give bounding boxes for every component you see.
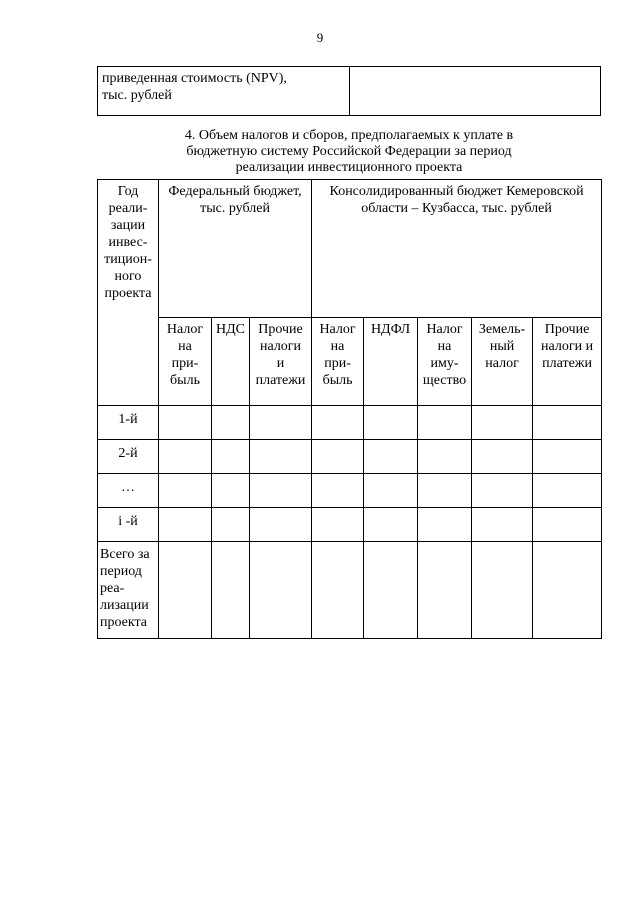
table-cell (312, 508, 364, 542)
table-cell (533, 542, 602, 639)
subheader-line: НДФЛ (370, 322, 411, 337)
table-cell (418, 406, 472, 440)
table-cell (533, 474, 602, 508)
year-header-line: Год (117, 184, 139, 199)
subheader-line: и (276, 356, 285, 371)
year-header-cell (98, 180, 159, 406)
subheader-line: платежи (542, 356, 592, 371)
federal-header-line: Федеральный бюджет, (168, 184, 302, 199)
subheader-line: на (178, 339, 192, 354)
table-cell (418, 508, 472, 542)
table-cell (212, 542, 250, 639)
subheader-line: налог (485, 356, 519, 371)
subheader-land-tax (472, 318, 533, 406)
subheader-line: при- (324, 356, 351, 371)
table-cell (418, 542, 472, 639)
section-title-line: бюджетную систему Российской Федерации за период (186, 144, 512, 159)
year-header-line: реали- (108, 201, 148, 216)
table-cell (364, 542, 418, 639)
row-year-label: 1-й (98, 406, 159, 440)
npv-row (98, 67, 601, 116)
tax-table (97, 179, 602, 639)
table-cell (212, 406, 250, 440)
table-cell (364, 406, 418, 440)
subheader-regional-profit-tax (312, 318, 364, 406)
subheader-line: Прочие (544, 322, 590, 337)
table-cell (312, 406, 364, 440)
table-row (98, 440, 602, 474)
year-header-line: тицион- (104, 252, 152, 267)
subheader-line: Налог (166, 322, 204, 337)
subheader-property-tax (418, 318, 472, 406)
table-cell (159, 508, 212, 542)
table-row (98, 406, 602, 440)
section-title-line: 4. Объем налогов и сборов, предполагаемых к уплате в (184, 128, 514, 143)
total-row (98, 542, 602, 639)
subheader-line: НДС (216, 322, 245, 337)
regional-header-line: Консолидированный бюджет Кемеровской (329, 184, 584, 199)
regional-budget-header (312, 180, 602, 318)
table-cell (312, 440, 364, 474)
table-cell (312, 542, 364, 639)
table-cell (533, 508, 602, 542)
table-cell (250, 406, 312, 440)
year-header-line: ного (114, 269, 142, 284)
table-cell (159, 542, 212, 639)
subheader-line: быль (322, 373, 353, 388)
table-cell (159, 440, 212, 474)
table-cell (250, 542, 312, 639)
year-header-line: инвес- (108, 235, 148, 250)
page-number: 9 (316, 30, 324, 45)
table-cell (212, 508, 250, 542)
npv-label-cell (98, 67, 350, 116)
section-title-line: реализации инвестиционного проекта (235, 160, 463, 175)
total-label-cell (98, 542, 159, 639)
subheader-line: налоги (259, 339, 302, 354)
table-cell (159, 474, 212, 508)
table-cell (312, 474, 364, 508)
total-label-line: период (100, 564, 142, 579)
table-cell (533, 406, 602, 440)
table-cell (364, 474, 418, 508)
subheader-line: Прочие (258, 322, 303, 337)
subheader-line: платежи (255, 373, 306, 388)
total-label-line: проекта (100, 615, 147, 630)
year-header-line: проекта (104, 286, 152, 301)
subheader-line: налоги и (541, 339, 594, 354)
row-year-label: 2-й (98, 440, 159, 474)
table-cell (250, 440, 312, 474)
subheader-line: быль (170, 373, 200, 388)
table-cell (472, 440, 533, 474)
table-row (98, 474, 602, 508)
table-cell (418, 440, 472, 474)
subheader-line: иму- (430, 356, 459, 371)
federal-budget-header (159, 180, 312, 318)
row-year-label: i -й (98, 508, 159, 542)
subheader-line: на (330, 339, 345, 354)
npv-value-cell (350, 67, 601, 116)
npv-label-line: тыс. рублей (102, 88, 172, 103)
total-label-line: реа- (100, 581, 125, 596)
npv-label-line: приведенная стоимость (NPV), (102, 71, 287, 86)
subheader-federal-other (250, 318, 312, 406)
regional-header-line: области – Кузбасса, тыс. рублей (361, 201, 552, 216)
federal-header-line: тыс. рублей (200, 201, 270, 216)
table-cell (212, 440, 250, 474)
table-cell (472, 542, 533, 639)
table-cell (364, 508, 418, 542)
table-row (98, 508, 602, 542)
table-cell (472, 406, 533, 440)
subheader-line: при- (171, 356, 199, 371)
table-cell (472, 474, 533, 508)
table-cell (472, 508, 533, 542)
subheader-row (98, 318, 602, 406)
subheader-line: ный (489, 339, 515, 354)
total-label-line: лизации (100, 598, 149, 613)
subheader-vat (212, 318, 250, 406)
table-cell (418, 474, 472, 508)
subheader-line: Налог (426, 322, 463, 337)
subheader-line: щество (422, 373, 467, 388)
year-header-line: зации (110, 218, 146, 233)
table-cell (212, 474, 250, 508)
section-title (97, 128, 601, 176)
subheader-line: на (437, 339, 452, 354)
subheader-line: Земель- (478, 322, 526, 337)
table-cell (159, 406, 212, 440)
subheader-federal-profit-tax (159, 318, 212, 406)
row-year-label: … (98, 474, 159, 508)
header-row (98, 180, 602, 318)
table-cell (250, 508, 312, 542)
total-label-line: Всего за (100, 547, 150, 562)
subheader-line: Налог (319, 322, 356, 337)
npv-table (97, 66, 601, 116)
table-cell (533, 440, 602, 474)
subheader-ndfl (364, 318, 418, 406)
subheader-regional-other (533, 318, 602, 406)
table-cell (364, 440, 418, 474)
table-cell (250, 474, 312, 508)
